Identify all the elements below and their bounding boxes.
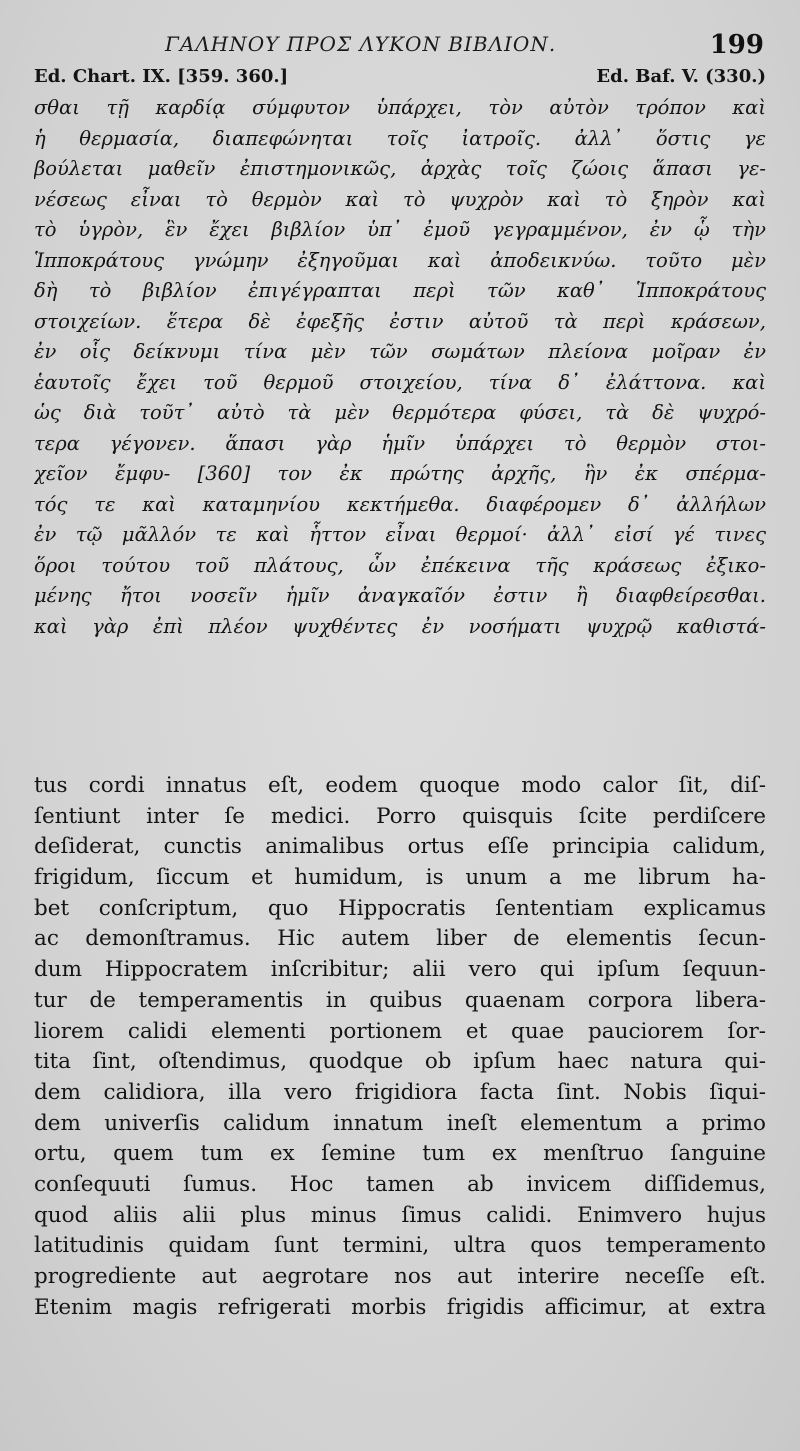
running-head	[0, 30, 800, 64]
latin-text-line: Etenim magis refrigerati morbis frigidis afficimur, at extra	[34, 1294, 766, 1320]
greek-text-line: ἑαυτοῖς ἔχει τοῦ θερμοῦ στοιχείου, τίνα δ᾽ ἐλάττονα. καὶ	[34, 370, 766, 394]
greek-text-line: ἐν οἷς δείκνυμι τίνα μὲν τῶν σωμάτων πλείονα μοῖραν ἐν	[34, 340, 766, 363]
running-title: ΓΑΛΗΝΟΥ ΠΡΟΣ ΛΥΚΟΝ ΒΙΒΛΙΟΝ.	[165, 32, 557, 56]
latin-text-line: tita ſint, oſtendimus, quodque ob ipſum haec natura qui-	[34, 1049, 766, 1075]
latin-text-line: deſiderat, cunctis animalibus ortus eſſe principia calidum,	[34, 834, 766, 860]
latin-text-line: liorem calidi elementi portionem et quae pauciorem ſor-	[34, 1018, 766, 1044]
latin-text-line: quod aliis alii plus minus ſimus calidi. Enimvero hujus	[34, 1202, 766, 1228]
greek-text-line: βούλεται μαθεῖν ἐπιστημονικῶς, ἀρχὰς τοῖς ζώοις ἅπασι γε-	[34, 157, 766, 180]
edition-reference-chartier: Ed. Chart. IX. [359. 360.]	[34, 66, 289, 87]
greek-text-line: καὶ γὰρ ἐπὶ πλέον ψυχθέντες ἐν νοσήματι ψυχρῷ καθιστά-	[34, 614, 766, 638]
latin-text-line: frigidum, ſiccum et humidum, is unum a me librum ha-	[34, 865, 766, 891]
latin-text-line: dem univerſis calidum innatum ineſt elementum a primo	[34, 1110, 766, 1136]
greek-text-line: ἐν τῷ μᾶλλόν τε καὶ ἧττον εἶναι θερμοί· ἀλλ᾽ εἰσί γέ τινες	[34, 523, 766, 546]
latin-text-line: ſentiunt inter ſe medici. Porro quisquis ſcite perdiſcere	[34, 803, 766, 829]
page-number: 199	[709, 30, 764, 60]
greek-text-line: σθαι τῇ καρδίᾳ σύμφυτον ὑπάρχει, τὸν αὐτὸν τρόπον καὶ	[34, 96, 766, 119]
greek-text-line: ὡς διὰ τοῦτ᾽ αὐτὸ τὰ μὲν θερμότερα φύσει, τὰ δὲ ψυχρό-	[34, 401, 766, 424]
greek-text-line: χεῖον ἔμφυ- [360] τον ἐκ πρώτης ἀρχῆς, ἣν ἐκ σπέρμα-	[34, 462, 766, 485]
greek-text-line: ὅροι τούτου τοῦ πλάτους, ὧν ἐπέκεινα τῆς κράσεως ἐξικο-	[34, 553, 766, 577]
latin-text-line: progrediente aut aegrotare nos aut interire neceſſe eſt.	[34, 1264, 766, 1289]
greek-text-line: νέσεως εἶναι τὸ θερμὸν καὶ τὸ ψυχρὸν καὶ τὸ ξηρὸν καὶ	[34, 187, 766, 211]
latin-text-line: ortu, quem tum ex ſemine tum ex menſtruo ſanguine	[34, 1141, 766, 1167]
edition-reference-basel: Ed. Baf. V. (330.)	[596, 66, 766, 87]
latin-text-line: latitudinis quidam ſunt termini, ultra quos temperamento	[34, 1233, 766, 1259]
latin-text-line: dum Hippocratem inſcribitur; alii vero qui ipſum ſequun-	[34, 957, 766, 983]
greek-text-line: τὸ ὑγρὸν, ἓν ἔχει βιβλίον ὑπ᾽ ἐμοῦ γεγραμμένον, ἐν ᾧ τὴν	[34, 218, 766, 241]
latin-text-line: conſequuti ſumus. Hoc tamen ab invicem diſſidemus,	[34, 1171, 766, 1197]
latin-text-block	[34, 771, 766, 1323]
greek-text-line: ἡ θερμασία, διαπεφώνηται τοῖς ἰατροῖς. ἀλλ᾽ ὅστις γε	[34, 126, 766, 150]
greek-text-line: τερα γέγονεν. ἅπασι γὰρ ἡμῖν ὑπάρχει τὸ θερμὸν στοι-	[34, 431, 766, 455]
greek-text-line: μένης ἤτοι νοσεῖν ἡμῖν ἀναγκαῖόν ἐστιν ἢ διαφθείρεσθαι.	[34, 584, 766, 607]
latin-text-line: dem calidiora, illa vero frigidiora facta ſint. Nobis ſiqui-	[34, 1079, 766, 1105]
greek-text-line: τός τε καὶ καταμηνίου κεκτήμεθα. διαφέρομεν δ᾽ ἀλλήλων	[34, 492, 766, 516]
greek-text-line: Ἱπποκράτους γνώμην ἐξηγοῦμαι καὶ ἀποδεικνύω. τοῦτο μὲν	[34, 248, 766, 272]
greek-text-block	[34, 93, 766, 642]
latin-text-line: ac demonſtramus. Hic autem liber de elementis ſecun-	[34, 926, 766, 952]
latin-text-line: tus cordi innatus eſt, eodem quoque modo calor ſit, diſ-	[34, 773, 766, 798]
edition-reference-line	[34, 66, 766, 92]
greek-text-line: στοιχείων. ἕτερα δὲ ἐφεξῆς ἐστιν αὐτοῦ τὰ περὶ κράσεων,	[34, 309, 766, 333]
greek-text-line: δὴ τὸ βιβλίον ἐπιγέγραπται περὶ τῶν καθ᾽ Ἱπποκράτους	[34, 279, 766, 302]
latin-text-line: tur de temperamentis in quibus quaenam corpora libera-	[34, 987, 766, 1013]
latin-text-line: bet conſcriptum, quo Hippocratis ſententiam explicamus	[34, 895, 766, 921]
